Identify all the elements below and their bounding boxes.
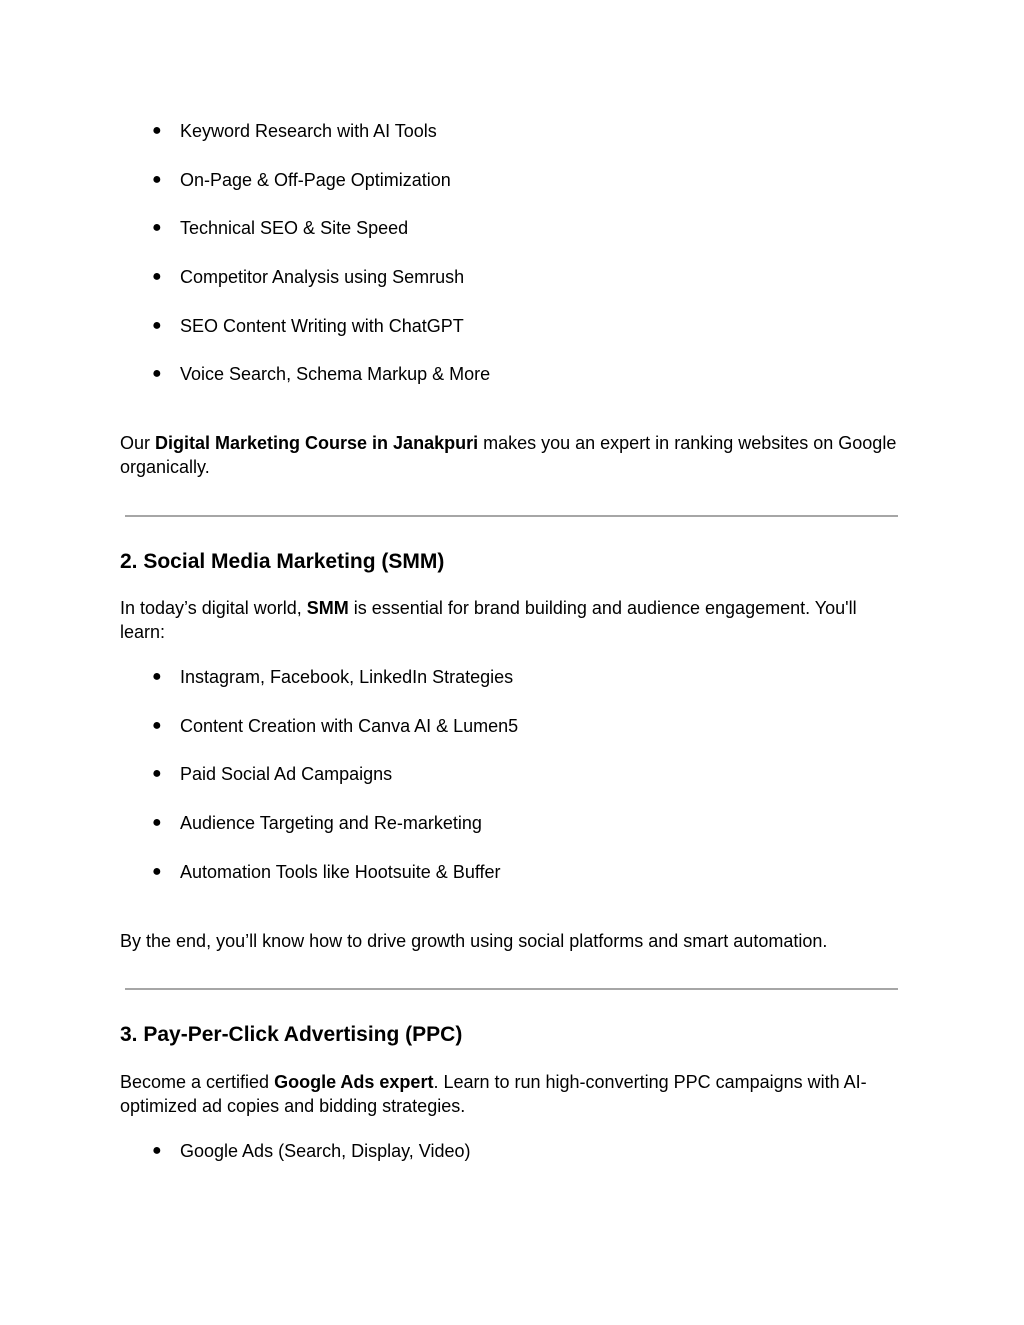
ppc-section-heading-container [120, 1022, 900, 1048]
smm-section-heading-container [120, 549, 900, 575]
bullet-icon: ● [152, 668, 162, 685]
bullet-icon: ● [152, 122, 162, 139]
bullet-icon: ● [152, 365, 162, 383]
bullet-icon: ● [152, 268, 162, 286]
bullet-icon: ● [152, 316, 162, 334]
bullet-icon: ● [152, 814, 162, 832]
smm-section-heading: 2. Social Media Marketing (SMM) [120, 550, 445, 573]
google-ads-emphasis: Google Ads expert [274, 1072, 434, 1092]
seo-summary-paragraph: Our Digital Marketing Course in Janakpuri makes you an expert in ranking websites on Google organically. [120, 433, 897, 477]
list-item: ● Voice Search, Schema Markup & More [152, 364, 491, 385]
bullet-icon: ● [152, 862, 162, 880]
list-item: ● Keyword Research with AI Tools [152, 121, 437, 141]
smm-intro-paragraph: In today’s digital world, SMM is essential for brand building and audience engagement. You'll learn: [120, 598, 857, 642]
smm-outro-paragraph-container [120, 929, 900, 953]
smm-topics-list-container [120, 666, 900, 883]
smm-emphasis: SMM [306, 598, 349, 618]
bullet-icon: ● [152, 170, 162, 188]
course-name-emphasis: Digital Marketing Course in Janakpuri [155, 433, 479, 453]
ppc-topics-list-container [120, 1140, 900, 1162]
bullet-icon: ● [152, 716, 162, 734]
ppc-intro-paragraph-container [120, 1070, 900, 1118]
list-item: ● Google Ads (Search, Display, Video) [152, 1141, 471, 1161]
section-divider [125, 988, 898, 990]
list-item: ● Automation Tools like Hootsuite & Buffer [152, 861, 501, 882]
smm-outro-paragraph: By the end, you’ll know how to drive growth using social platforms and smart automation. [120, 931, 828, 951]
seo-topics-list [120, 120, 900, 385]
ppc-intro-paragraph: Become a certified Google Ads expert. Learn to run high-converting PPC campaigns with AI-optimized ad copies and bidding strategies. [120, 1072, 867, 1116]
ppc-section-heading: 3. Pay-Per-Click Advertising (PPC) [120, 1023, 463, 1046]
list-item: ● Technical SEO & Site Speed [152, 218, 409, 239]
seo-summary-paragraph-container [120, 431, 900, 479]
bullet-icon: ● [152, 219, 162, 237]
list-item: ● Paid Social Ad Campaigns [152, 764, 393, 785]
bullet-icon: ● [152, 1142, 162, 1159]
ppc-topics-list [120, 1140, 900, 1162]
section-divider [125, 515, 898, 517]
bullet-icon: ● [152, 765, 162, 783]
list-item: ● On-Page & Off-Page Optimization [152, 169, 451, 190]
smm-intro-paragraph-container [120, 596, 900, 644]
list-item: ● Competitor Analysis using Semrush [152, 267, 465, 288]
seo-topics-list-container [120, 120, 900, 385]
list-item: ● SEO Content Writing with ChatGPT [152, 315, 464, 336]
list-item: ● Content Creation with Canva AI & Lumen5 [152, 715, 519, 736]
list-item: ● Instagram, Facebook, LinkedIn Strategies [152, 667, 514, 687]
list-item: ● Audience Targeting and Re-marketing [152, 813, 482, 834]
smm-topics-list [120, 666, 900, 883]
